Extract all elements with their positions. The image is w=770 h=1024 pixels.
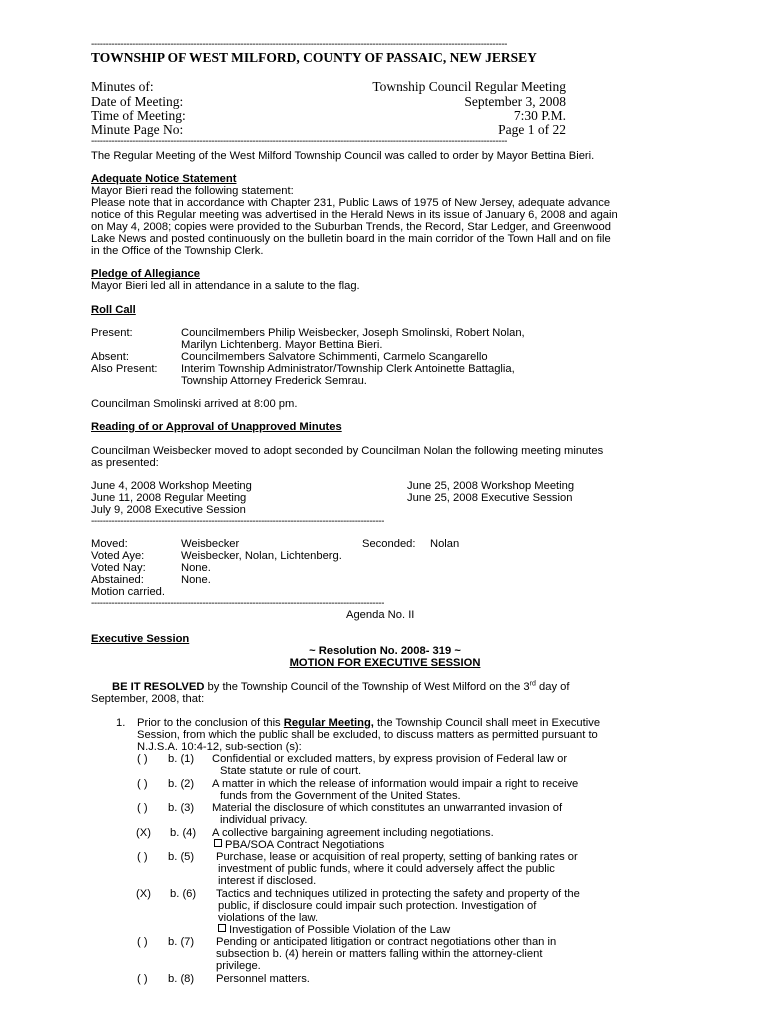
rollcall-absent-line: Councilmembers Salvatore Schimmenti, Carmelo Scangarello bbox=[181, 351, 488, 363]
notice-line: Please note that in accordance with Chapter 231, Public Laws of 1975 of New Jersey, adequate advance bbox=[91, 197, 611, 209]
resolved-bold: BE IT RESOLVED bbox=[112, 681, 205, 693]
vote-abstained-value: None. bbox=[181, 574, 211, 586]
item1-bold: Regular Meeting, bbox=[283, 717, 374, 729]
item-box: (X) bbox=[136, 888, 151, 900]
item-box: ( ) bbox=[137, 753, 148, 765]
vote-nay-value: None. bbox=[181, 562, 211, 574]
item1-post: the Township Council shall meet in Executive bbox=[373, 717, 601, 729]
item-text: subsection b. (4) herein or matters falling within the attorney-client bbox=[216, 948, 543, 960]
item-box: ( ) bbox=[137, 851, 148, 863]
header-value-minutes: Township Council Regular Meeting bbox=[372, 79, 566, 94]
rollcall-heading: Roll Call bbox=[91, 304, 136, 316]
rollcall-also-line: Interim Township Administrator/Township Clerk Antoinette Battaglia, bbox=[181, 363, 515, 375]
agenda-number: Agenda No. II bbox=[346, 609, 415, 621]
vote-seconded-value: Nolan bbox=[430, 538, 460, 550]
item-text: A collective bargaining agreement including negotiations. bbox=[212, 827, 494, 839]
rollcall-label-also: Also Present: bbox=[91, 363, 158, 375]
rollcall-also-line: Township Attorney Frederick Semrau. bbox=[181, 375, 367, 387]
header-value-page: Page 1 of 22 bbox=[498, 122, 566, 137]
motion-title: MOTION FOR EXECUTIVE SESSION bbox=[289, 657, 481, 669]
item-code: b. (4) bbox=[170, 827, 197, 839]
header-label-minutes: Minutes of: bbox=[91, 79, 154, 94]
notice-heading: Adequate Notice Statement bbox=[91, 173, 237, 185]
sub-item-text: Investigation of Possible Violation of the Law bbox=[229, 924, 451, 936]
item-box: (X) bbox=[136, 827, 151, 839]
rollcall-present-line: Marilyn Lichtenberg. Mayor Bettina Bieri. bbox=[181, 339, 383, 351]
item-text: public, if disclosure could impair such protection. Investigation of bbox=[218, 900, 537, 912]
divider-line: ---------------------------------------------------------------------------------------------------- bbox=[91, 517, 385, 527]
item-text: investment of public funds, where it could adversely affect the public bbox=[218, 863, 555, 875]
item-code: b. (1) bbox=[168, 753, 195, 765]
vote-result: Motion carried. bbox=[91, 586, 165, 598]
resolved-line bbox=[112, 681, 570, 693]
resolution-number: ~ Resolution No. 2008- 319 ~ bbox=[309, 645, 461, 657]
item-text: individual privacy. bbox=[220, 814, 308, 826]
item1-pre: Prior to the conclusion of this bbox=[137, 717, 284, 729]
item-code: b. (2) bbox=[168, 778, 195, 790]
rollcall-note: Councilman Smolinski arrived at 8:00 pm. bbox=[91, 398, 298, 410]
minutes-heading: Reading of or Approval of Unapproved Minutes bbox=[91, 421, 342, 433]
item-code: b. (8) bbox=[168, 973, 195, 985]
item-text: interest if disclosed. bbox=[218, 875, 317, 887]
sub-item bbox=[218, 924, 450, 936]
intro-text: The Regular Meeting of the West Milford Township Council was called to order by Mayor Bettina Bieri. bbox=[91, 150, 595, 162]
vote-nay-label: Voted Nay: bbox=[91, 562, 146, 574]
resolved-end: day of bbox=[535, 681, 570, 693]
resolved-sup: rd bbox=[529, 680, 536, 688]
item1-line: N.J.S.A. 10:4-12, sub-section (s): bbox=[137, 741, 302, 753]
item-box: ( ) bbox=[137, 973, 148, 985]
sub-item bbox=[214, 839, 384, 851]
vote-aye-value: Weisbecker, Nolan, Lichtenberg. bbox=[181, 550, 342, 562]
document-title: TOWNSHIP OF WEST MILFORD, COUNTY OF PASSAIC, NEW JERSEY bbox=[91, 50, 537, 65]
item-code: b. (7) bbox=[168, 936, 195, 948]
vote-abstained-label: Abstained: bbox=[91, 574, 144, 586]
resolved-text: by the Township Council of the Township of West Milford on the 3 bbox=[204, 681, 530, 693]
notice-line: Lake News and posted continuously on the bulletin board in the main corridor of the Town Hall and on file bbox=[91, 233, 611, 245]
resolved-line2: September, 2008, that: bbox=[91, 693, 205, 705]
meeting-item: June 25, 2008 Workshop Meeting bbox=[407, 480, 575, 492]
rollcall-label-present: Present: bbox=[91, 327, 133, 339]
meeting-item: June 4, 2008 Workshop Meeting bbox=[91, 480, 252, 492]
pledge-text: Mayor Bieri led all in attendance in a salute to the flag. bbox=[91, 280, 360, 292]
item-text: Material the disclosure of which constitutes an unwarranted invasion of bbox=[212, 802, 563, 814]
meeting-item: June 25, 2008 Executive Session bbox=[407, 492, 573, 504]
divider-line: ---------------------------------------------------------------------------------------------------------------------------------------------- bbox=[91, 137, 508, 147]
notice-line: on May 4, 2008; copies were provided to the Suburban Trends, the Record, Star Ledger, and Greenwood bbox=[91, 221, 611, 233]
item-text: privilege. bbox=[216, 960, 261, 972]
divider-line: ---------------------------------------------------------------------------------------------------------------------------------------------- bbox=[91, 40, 508, 50]
item-text: Tactics and techniques utilized in protecting the safety and property of the bbox=[216, 888, 580, 900]
item-box: ( ) bbox=[137, 936, 148, 948]
item-text: violations of the law. bbox=[218, 912, 319, 924]
exec-heading: Executive Session bbox=[91, 633, 190, 645]
notice-line: in the Office of the Township Clerk. bbox=[91, 245, 264, 257]
item-text: funds from the Government of the United States. bbox=[220, 790, 461, 802]
item-code: b. (3) bbox=[168, 802, 195, 814]
item-text: Purchase, lease or acquisition of real property, setting of banking rates or bbox=[216, 851, 578, 863]
meeting-item: June 11, 2008 Regular Meeting bbox=[91, 492, 247, 504]
vote-seconded-label: Seconded: bbox=[362, 538, 416, 550]
item-text: State statute or rule of court. bbox=[220, 765, 362, 777]
item-code: b. (5) bbox=[168, 851, 195, 863]
header-label-time: Time of Meeting: bbox=[91, 108, 186, 123]
sub-item-text: PBA/SOA Contract Negotiations bbox=[225, 839, 385, 851]
pledge-heading: Pledge of Allegiance bbox=[91, 268, 201, 280]
header-value-time: 7:30 P.M. bbox=[513, 108, 566, 123]
notice-line: Mayor Bieri read the following statement: bbox=[91, 185, 294, 197]
minutes-motion-line: Councilman Weisbecker moved to adopt seconded by Councilman Nolan the following meeting minutes bbox=[91, 445, 604, 457]
item-code: b. (6) bbox=[170, 888, 197, 900]
item-text: Personnel matters. bbox=[216, 973, 310, 985]
item-text: Pending or anticipated litigation or contract negotiations other than in bbox=[216, 936, 557, 948]
item-text: Confidential or excluded matters, by express provision of Federal law or bbox=[212, 753, 568, 765]
divider-line: ---------------------------------------------------------------------------------------------------- bbox=[91, 599, 385, 609]
vote-moved-value: Weisbecker bbox=[181, 538, 240, 550]
checkbox-icon bbox=[214, 839, 222, 847]
item-box: ( ) bbox=[137, 778, 148, 790]
minutes-motion-line: as presented: bbox=[91, 457, 159, 469]
item-text: A matter in which the release of information would impair a right to receive bbox=[212, 778, 579, 790]
rollcall-label-absent: Absent: bbox=[91, 351, 129, 363]
item1-line bbox=[137, 717, 600, 729]
meeting-item: July 9, 2008 Executive Session bbox=[91, 504, 246, 516]
vote-aye-label: Voted Aye: bbox=[91, 550, 145, 562]
checkbox-icon bbox=[218, 924, 226, 932]
header-label-date: Date of Meeting: bbox=[91, 94, 184, 109]
item1-line: Session, from which the public shall be excluded, to discuss matters as permitted pursuant to bbox=[137, 729, 598, 741]
rollcall-present-line: Councilmembers Philip Weisbecker, Joseph Smolinski, Robert Nolan, bbox=[181, 327, 525, 339]
notice-line: notice of this Regular meeting was advertised in the Herald News in its issue of January 6, 2008 and again bbox=[91, 209, 618, 221]
item1-number: 1. bbox=[116, 717, 126, 729]
header-value-date: September 3, 2008 bbox=[464, 94, 566, 109]
header-label-page: Minute Page No: bbox=[91, 122, 184, 137]
vote-moved-label: Moved: bbox=[91, 538, 128, 550]
item-box: ( ) bbox=[137, 802, 148, 814]
